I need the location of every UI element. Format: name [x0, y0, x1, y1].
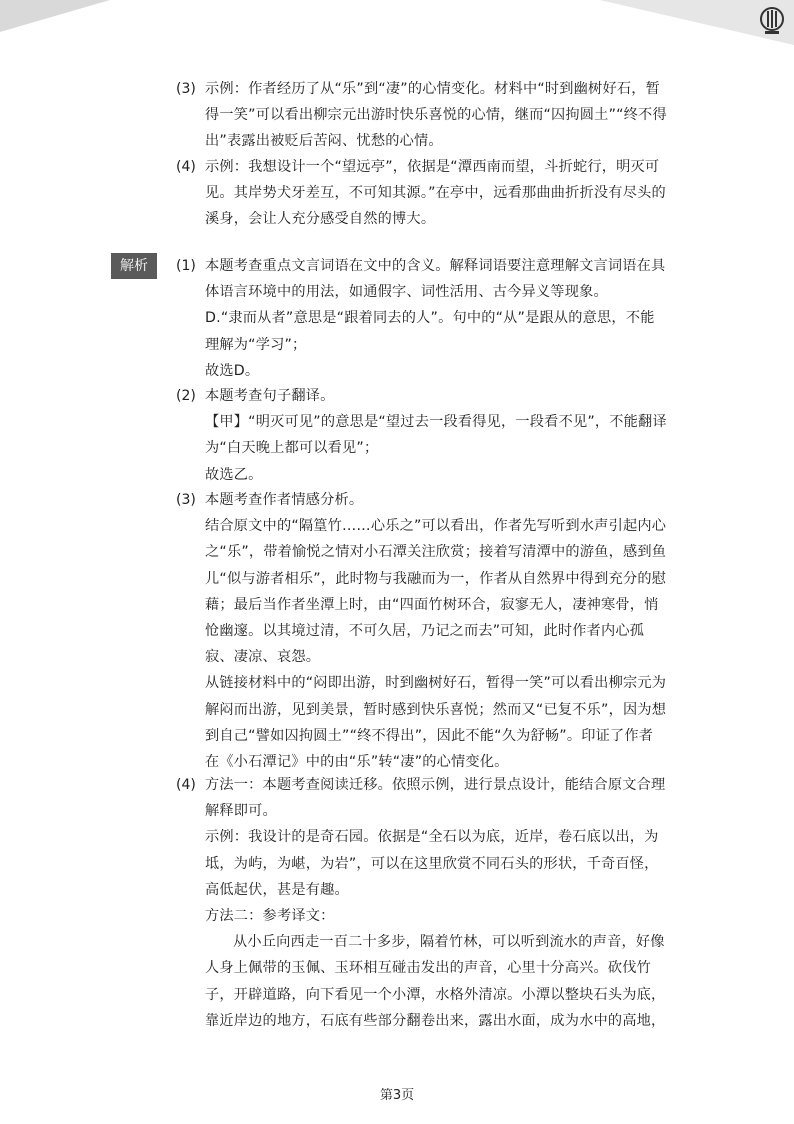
analysis-1-text: [205, 253, 667, 384]
analysis-3-line: 本题考查作者情感分析。: [205, 492, 364, 508]
analysis-3-line: 结合原文中的“隔篁竹……心乐之”可以看出，作者先写听到水声引起内心之“乐”，带着愉悦之情对小石潭关注欣赏；接着写清潭中的游鱼，感到鱼儿“似与游者相乐”，此时物与我融而为一，作者从自然界中得到充分的慰藉；最后当作者坐潭上时，由“四面竹树环合，寂寥无人，凄神寒骨，悄怆幽邃。以其境过清，不可久居，乃记之而去”可知，此时作者内心孤寂、凄凉、哀怨。: [205, 518, 667, 666]
analysis-4-line: 方法二：参考译文：: [205, 908, 335, 925]
page-number: 第3页: [379, 1088, 415, 1103]
analysis-1-line: 本题考查重点文言词语在文中的含义。解释词语要注意理解文言词语在具体语言环境中的用法，如通假字、词性活用、古今异义等现象。: [205, 258, 666, 301]
analysis-1-line: 故选D。: [205, 362, 260, 379]
analysis-4-text: [205, 772, 667, 1034]
analysis-2-number: (2): [176, 388, 196, 404]
analysis-3-number: (3): [176, 492, 196, 508]
answer-4-line: 示例：我想设计一个“望远亭”，依据是“潭西南而望，斗折蛇行，明灭可见。其岸势犬牙差互，不可知其源。”在亭中，远看那曲曲折折没有尽头的溪身，会让人充分感受自然的博大。: [205, 159, 666, 228]
analysis-3-line: 从链接材料中的“闷即出游，时到幽树好石，暂得一笑”可以看出柳宗元为解闷而出游，见到美景，暂时感到快乐喜悦；然而又“已复不乐”，因为想到自己“譬如囚拘圆土”“终不得出”，因此不能“久为舒畅”。印证了作者在《小石潭记》中的由“乐”转“凄”的心情变化。: [205, 675, 667, 771]
analysis-1-line: D.“隶而从者”意思是“跟着同去的人”。句中的“从”是跟从的意思，不能理解为“学习”；: [205, 310, 655, 353]
answer-4-text: [205, 154, 667, 233]
analysis-3-text: [205, 487, 667, 775]
analysis-2-line: 本题考查句子翻译。: [205, 388, 335, 404]
analysis-2-line: 故选乙。: [205, 466, 263, 483]
analysis-2-line: 【甲】“明灭可见”的意思是“望过去一段看得见，一段看不见”，不能翻译为“白天晚上都可以看见”；: [205, 414, 667, 457]
analysis-1-number: (1): [176, 258, 196, 274]
logo-icon: [758, 6, 786, 36]
answer-3-text: [205, 76, 667, 155]
corner-decoration-right: [0, 0, 794, 60]
analysis-tag: 解析: [111, 253, 157, 279]
answer-3-line: 示例：作者经历了从“乐”到“凄”的心情变化。材料中“时到幽树好石，暂得一笑”可以看出柳宗元出游时快乐喜悦的心情，继而“囚拘圆土”“终不得出”表露出被贬后苦闷、忧愁的心情。: [205, 81, 667, 150]
analysis-2-text: [205, 383, 667, 488]
answer-4-number: (4): [176, 159, 196, 175]
analysis-4-line: 方法一：本题考查阅读迁移。依照示例，进行景点设计，能结合原文合理解释即可。: [205, 777, 666, 820]
analysis-4-number: (4): [176, 777, 196, 793]
translation-paragraph: 从小丘向西走一百二十多步，隔着竹林，可以听到流水的声音，好像人身上佩带的玉佩、玉环相互碰击发出的声音，心里十分高兴。砍伐竹子，开辟道路，向下看见一个小潭，水格外清凉。小潭以整块石头为底，靠近岸边的地方，石底有些部分翻卷出来，露出水面，成为水中的高地，: [205, 934, 666, 1029]
answer-3-number: (3): [176, 81, 196, 97]
analysis-4-line: 示例：我设计的是奇石园。依据是“全石以为底，近岸，卷石底以出，为坻，为屿，为嵁，为岩”，可以在这里欣赏不同石头的形状，千奇百怪，高低起伏，甚是有趣。: [205, 829, 659, 898]
